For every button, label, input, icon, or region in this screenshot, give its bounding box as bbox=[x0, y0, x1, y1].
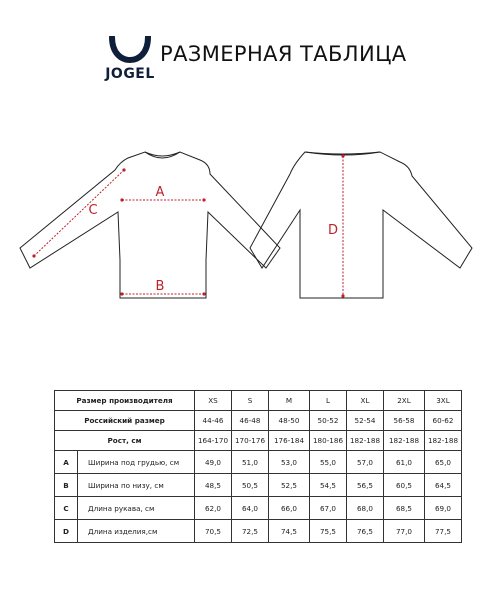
table-cell: 182-188 bbox=[425, 431, 462, 451]
russian-size-label: Российский размер bbox=[55, 411, 195, 431]
table-cell: 52-54 bbox=[347, 411, 384, 431]
row-label: Ширина по низу, см bbox=[78, 474, 195, 497]
garment-diagrams bbox=[0, 130, 490, 320]
table-cell: 68,5 bbox=[384, 497, 425, 520]
table-cell: 54,5 bbox=[310, 474, 347, 497]
table-cell: 52,5 bbox=[269, 474, 310, 497]
table-cell: 57,0 bbox=[347, 451, 384, 474]
table-row bbox=[55, 497, 462, 520]
size-l: L bbox=[310, 391, 347, 411]
table-cell: 55,0 bbox=[310, 451, 347, 474]
table-cell: 64,5 bbox=[425, 474, 462, 497]
row-label: Длина рукава, см bbox=[78, 497, 195, 520]
size-s: S bbox=[232, 391, 269, 411]
row-letter: D bbox=[55, 520, 78, 543]
size-xs: XS bbox=[195, 391, 232, 411]
table-cell: 77,5 bbox=[425, 520, 462, 543]
table-cell: 75,5 bbox=[310, 520, 347, 543]
table-cell: 182-188 bbox=[347, 431, 384, 451]
page-title: РАЗМЕРНАЯ ТАБЛИЦА bbox=[160, 42, 407, 66]
table-row bbox=[55, 520, 462, 543]
size-table bbox=[54, 390, 462, 543]
table-cell: 65,0 bbox=[425, 451, 462, 474]
table-cell: 48,5 bbox=[195, 474, 232, 497]
height-row bbox=[55, 431, 462, 451]
label-d: D bbox=[327, 223, 339, 238]
table-cell: 74,5 bbox=[269, 520, 310, 543]
table-row bbox=[55, 474, 462, 497]
table-cell: 49,0 bbox=[195, 451, 232, 474]
table-cell: 66,0 bbox=[269, 497, 310, 520]
table-cell: 72,5 bbox=[232, 520, 269, 543]
row-label: Длина изделия,см bbox=[78, 520, 195, 543]
row-letter: B bbox=[55, 474, 78, 497]
table-cell: 67,0 bbox=[310, 497, 347, 520]
table-cell: 50,5 bbox=[232, 474, 269, 497]
table-cell: 70,5 bbox=[195, 520, 232, 543]
table-cell: 76,5 bbox=[347, 520, 384, 543]
table-cell: 50-52 bbox=[310, 411, 347, 431]
label-b: B bbox=[155, 279, 165, 294]
producer-size-label: Размер производителя bbox=[55, 391, 195, 411]
jogel-logo-icon bbox=[108, 36, 152, 64]
size-xl: XL bbox=[347, 391, 384, 411]
table-cell: 64,0 bbox=[232, 497, 269, 520]
table-cell: 77,0 bbox=[384, 520, 425, 543]
table-cell: 44-46 bbox=[195, 411, 232, 431]
table-cell: 180-186 bbox=[310, 431, 347, 451]
table-cell: 62,0 bbox=[195, 497, 232, 520]
table-cell: 176-184 bbox=[269, 431, 310, 451]
brand-wordmark: JOGEL bbox=[105, 66, 155, 82]
size-2xl: 2XL bbox=[384, 391, 425, 411]
table-cell: 61,0 bbox=[384, 451, 425, 474]
table-cell: 56,5 bbox=[347, 474, 384, 497]
row-letter: A bbox=[55, 451, 78, 474]
table-cell: 51,0 bbox=[232, 451, 269, 474]
table-cell: 48-50 bbox=[269, 411, 310, 431]
table-cell: 182-188 bbox=[384, 431, 425, 451]
table-row bbox=[55, 451, 462, 474]
height-label: Рост, см bbox=[55, 431, 195, 451]
table-cell: 164-170 bbox=[195, 431, 232, 451]
table-cell: 60,5 bbox=[384, 474, 425, 497]
measure-d bbox=[341, 154, 344, 297]
size-3xl: 3XL bbox=[425, 391, 462, 411]
measure-c bbox=[32, 168, 125, 257]
table-cell: 60-62 bbox=[425, 411, 462, 431]
label-c: C bbox=[88, 203, 98, 218]
size-m: M bbox=[269, 391, 310, 411]
table-cell: 69,0 bbox=[425, 497, 462, 520]
back-view-shirt bbox=[250, 152, 472, 298]
russian-size-row bbox=[55, 411, 462, 431]
label-a: A bbox=[155, 185, 165, 200]
table-cell: 56-58 bbox=[384, 411, 425, 431]
row-label: Ширина под грудью, см bbox=[78, 451, 195, 474]
table-cell: 53,0 bbox=[269, 451, 310, 474]
table-cell: 170-176 bbox=[232, 431, 269, 451]
front-view-shirt bbox=[20, 152, 280, 298]
table-header-row bbox=[55, 391, 462, 411]
brand-logo bbox=[96, 36, 164, 92]
table-cell: 68,0 bbox=[347, 497, 384, 520]
row-letter: C bbox=[55, 497, 78, 520]
table-cell: 46-48 bbox=[232, 411, 269, 431]
